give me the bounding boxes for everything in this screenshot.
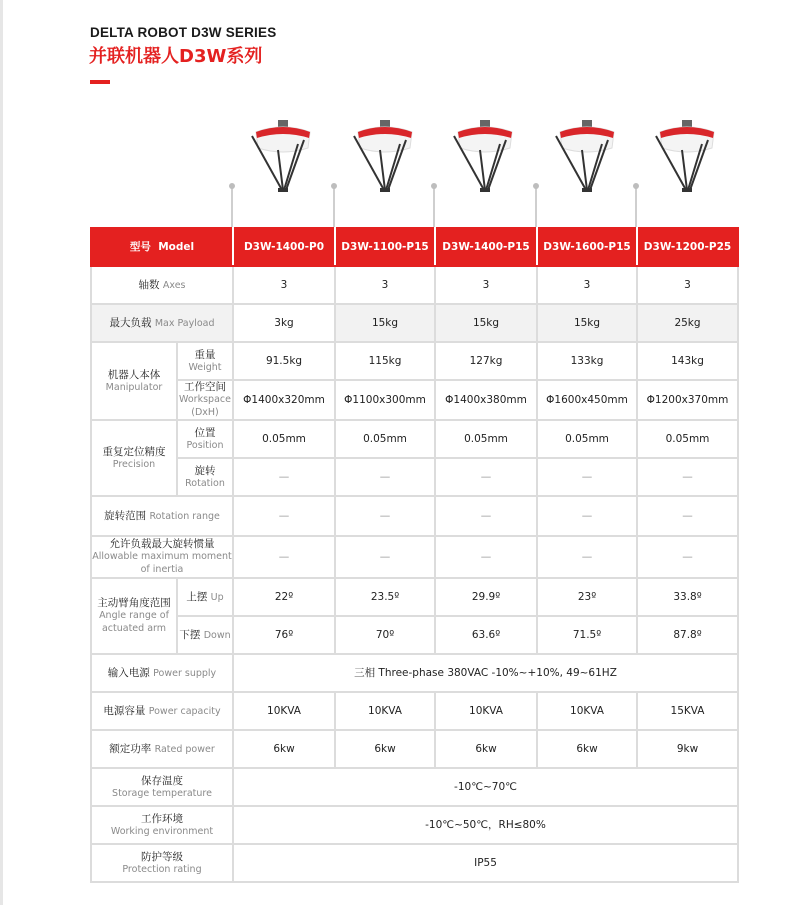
value-cell: — bbox=[435, 536, 537, 578]
value-cell: 0.05mm bbox=[335, 420, 435, 458]
value-cell: 10KVA bbox=[335, 692, 435, 730]
label-cn: 重量 bbox=[194, 348, 216, 361]
model-pointer bbox=[535, 186, 537, 228]
label-cn: 位置 bbox=[194, 426, 216, 439]
value-cell: 23.5º bbox=[335, 578, 435, 616]
value-cell: 33.8º bbox=[637, 578, 738, 616]
robot-image bbox=[238, 118, 328, 198]
label-cn: 上摆 bbox=[186, 590, 208, 603]
label-cn: 机器人本体 bbox=[107, 368, 161, 381]
value-cell: 3kg bbox=[233, 304, 335, 342]
page-edge bbox=[0, 0, 3, 905]
value-cell: Φ1200x370mm bbox=[637, 380, 738, 420]
value-cell: Φ1400x320mm bbox=[233, 380, 335, 420]
value-cell: 15kg bbox=[537, 304, 637, 342]
row-label bbox=[91, 536, 233, 578]
value-cell: 10KVA bbox=[233, 692, 335, 730]
label-en: Up bbox=[210, 591, 224, 603]
row-label bbox=[177, 616, 233, 654]
label-en: Axes bbox=[162, 279, 186, 291]
label-en: Rated power bbox=[154, 743, 215, 755]
table-row bbox=[91, 380, 738, 420]
label-cn: 电源容量 bbox=[103, 704, 146, 717]
table-row bbox=[91, 844, 738, 882]
value-cell: 133kg bbox=[537, 342, 637, 380]
value-cell: 29.9º bbox=[435, 578, 537, 616]
model-pointer bbox=[433, 186, 435, 228]
label-en: Rotation range bbox=[149, 510, 220, 522]
value-cell: 15kg bbox=[435, 304, 537, 342]
value-cell: -10℃~70℃ bbox=[233, 768, 738, 806]
value-cell: — bbox=[637, 458, 738, 496]
label-en: Power supply bbox=[153, 667, 217, 679]
value-cell: IP55 bbox=[233, 844, 738, 882]
table-row bbox=[91, 806, 738, 844]
table-row bbox=[91, 496, 738, 536]
value-cell: -10℃~50℃，RH≤80% bbox=[233, 806, 738, 844]
model-pointer bbox=[333, 186, 335, 228]
table-row bbox=[91, 654, 738, 692]
value-cell: 63.6º bbox=[435, 616, 537, 654]
value-cell: 15kg bbox=[335, 304, 435, 342]
row-label bbox=[177, 578, 233, 616]
value-cell: — bbox=[233, 496, 335, 536]
value-cell: — bbox=[537, 496, 637, 536]
value-cell: Φ1400x380mm bbox=[435, 380, 537, 420]
row-label bbox=[177, 342, 233, 380]
title-accent-bar bbox=[90, 80, 110, 84]
model-name: D3W-1400-P15 bbox=[435, 228, 537, 266]
value-cell: 127kg bbox=[435, 342, 537, 380]
model-pointer bbox=[635, 186, 637, 228]
value-cell: 115kg bbox=[335, 342, 435, 380]
row-label bbox=[177, 380, 233, 420]
row-label bbox=[91, 730, 233, 768]
label-en: Position bbox=[186, 439, 224, 451]
value-cell: — bbox=[537, 536, 637, 578]
label-en: Down bbox=[203, 629, 231, 641]
model-name: D3W-1400-P0 bbox=[233, 228, 335, 266]
label-en: Workspace (DxH) bbox=[179, 394, 231, 418]
value-cell: — bbox=[233, 458, 335, 496]
value-cell: — bbox=[335, 458, 435, 496]
row-label bbox=[91, 692, 233, 730]
label-en: Allowable maximum moment of inertia bbox=[92, 551, 232, 575]
model-pointer bbox=[231, 186, 233, 228]
value-cell: 76º bbox=[233, 616, 335, 654]
value-cell: 0.05mm bbox=[435, 420, 537, 458]
row-label bbox=[91, 496, 233, 536]
label-en: Manipulator bbox=[105, 381, 163, 393]
table-row bbox=[91, 578, 738, 616]
value-cell: — bbox=[233, 536, 335, 578]
label-cn: 工作环境 bbox=[141, 812, 183, 825]
value-cell: 15KVA bbox=[637, 692, 738, 730]
row-label bbox=[91, 806, 233, 844]
title-cn: 并联机器人D3W系列 bbox=[89, 46, 263, 67]
value-cell: 143kg bbox=[637, 342, 738, 380]
value-cell: — bbox=[637, 536, 738, 578]
table-row bbox=[91, 266, 738, 304]
value-cell: — bbox=[335, 496, 435, 536]
label-cn: 主动臂角度范围 bbox=[97, 597, 171, 609]
label-en: Weight bbox=[188, 361, 222, 373]
value-cell: 6kw bbox=[537, 730, 637, 768]
label-cn: 工作空间 bbox=[184, 381, 226, 393]
value-cell: Φ1100x300mm bbox=[335, 380, 435, 420]
value-cell: 9kw bbox=[637, 730, 738, 768]
value-cell: — bbox=[537, 458, 637, 496]
model-label-cn: 型号 bbox=[129, 241, 151, 253]
value-cell: 23º bbox=[537, 578, 637, 616]
label-cn: 输入电源 bbox=[107, 666, 150, 679]
value-cell: 6kw bbox=[335, 730, 435, 768]
value-cell: Φ1600x450mm bbox=[537, 380, 637, 420]
table-row bbox=[91, 692, 738, 730]
model-header bbox=[91, 228, 233, 266]
value-cell: 0.05mm bbox=[537, 420, 637, 458]
model-name: D3W-1200-P25 bbox=[637, 228, 738, 266]
row-label bbox=[91, 266, 233, 304]
label-en: Precision bbox=[112, 458, 156, 470]
group-label bbox=[91, 342, 177, 420]
label-cn: 防护等级 bbox=[141, 850, 183, 863]
label-cn: 保存温度 bbox=[141, 774, 183, 787]
table-row bbox=[91, 768, 738, 806]
label-cn: 额定功率 bbox=[109, 742, 152, 755]
robot-image bbox=[642, 118, 732, 198]
header-row bbox=[91, 228, 738, 266]
label-en: Rotation bbox=[185, 477, 225, 489]
row-label bbox=[177, 420, 233, 458]
label-cn: 轴数 bbox=[138, 278, 160, 291]
value-cell: 10KVA bbox=[537, 692, 637, 730]
label-en: Power capacity bbox=[148, 705, 221, 717]
label-cn: 旋转范围 bbox=[104, 509, 147, 522]
robot-image bbox=[440, 118, 530, 198]
label-cn: 旋转 bbox=[194, 464, 216, 477]
spec-table bbox=[90, 227, 739, 883]
value-cell: 3 bbox=[233, 266, 335, 304]
value-cell: — bbox=[637, 496, 738, 536]
value-cell: — bbox=[435, 458, 537, 496]
value-cell: 91.5kg bbox=[233, 342, 335, 380]
label-en: Angle range of actuated arm bbox=[99, 610, 169, 634]
value-cell: 6kw bbox=[233, 730, 335, 768]
label-en: Storage temperature bbox=[112, 787, 212, 799]
label-cn: 下摆 bbox=[179, 628, 201, 641]
row-label bbox=[177, 458, 233, 496]
label-en: Protection rating bbox=[122, 863, 202, 875]
value-cell: 三相 Three-phase 380VAC -10%~+10%, 49~61HZ bbox=[233, 654, 738, 692]
robot-image bbox=[542, 118, 632, 198]
label-cn: 最大负载 bbox=[109, 316, 152, 329]
label-en: Max Payload bbox=[154, 317, 215, 329]
row-label bbox=[91, 768, 233, 806]
title-en: DELTA ROBOT D3W SERIES bbox=[90, 25, 277, 40]
value-cell: 3 bbox=[637, 266, 738, 304]
model-label-en: Model bbox=[158, 241, 195, 253]
value-cell: 71.5º bbox=[537, 616, 637, 654]
table-row bbox=[91, 304, 738, 342]
value-cell: 22º bbox=[233, 578, 335, 616]
table-row bbox=[91, 730, 738, 768]
value-cell: 3 bbox=[335, 266, 435, 304]
label-cn: 允许负载最大旋转惯量 bbox=[109, 538, 215, 550]
row-label bbox=[91, 654, 233, 692]
value-cell: 3 bbox=[537, 266, 637, 304]
value-cell: — bbox=[335, 536, 435, 578]
model-name: D3W-1600-P15 bbox=[537, 228, 637, 266]
table-row bbox=[91, 616, 738, 654]
value-cell: 0.05mm bbox=[233, 420, 335, 458]
value-cell: 25kg bbox=[637, 304, 738, 342]
label-en: Working environment bbox=[110, 825, 214, 837]
group-label bbox=[91, 420, 177, 496]
table-row bbox=[91, 536, 738, 578]
robot-image bbox=[340, 118, 430, 198]
row-label bbox=[91, 844, 233, 882]
value-cell: 87.8º bbox=[637, 616, 738, 654]
value-cell: — bbox=[435, 496, 537, 536]
value-cell: 3 bbox=[435, 266, 537, 304]
model-name: D3W-1100-P15 bbox=[335, 228, 435, 266]
value-cell: 10KVA bbox=[435, 692, 537, 730]
group-label bbox=[91, 578, 177, 654]
row-label bbox=[91, 304, 233, 342]
label-cn: 重复定位精度 bbox=[102, 445, 166, 458]
value-cell: 6kw bbox=[435, 730, 537, 768]
value-cell: 0.05mm bbox=[637, 420, 738, 458]
table-row bbox=[91, 342, 738, 380]
value-cell: 70º bbox=[335, 616, 435, 654]
table-row bbox=[91, 420, 738, 458]
table-row bbox=[91, 458, 738, 496]
